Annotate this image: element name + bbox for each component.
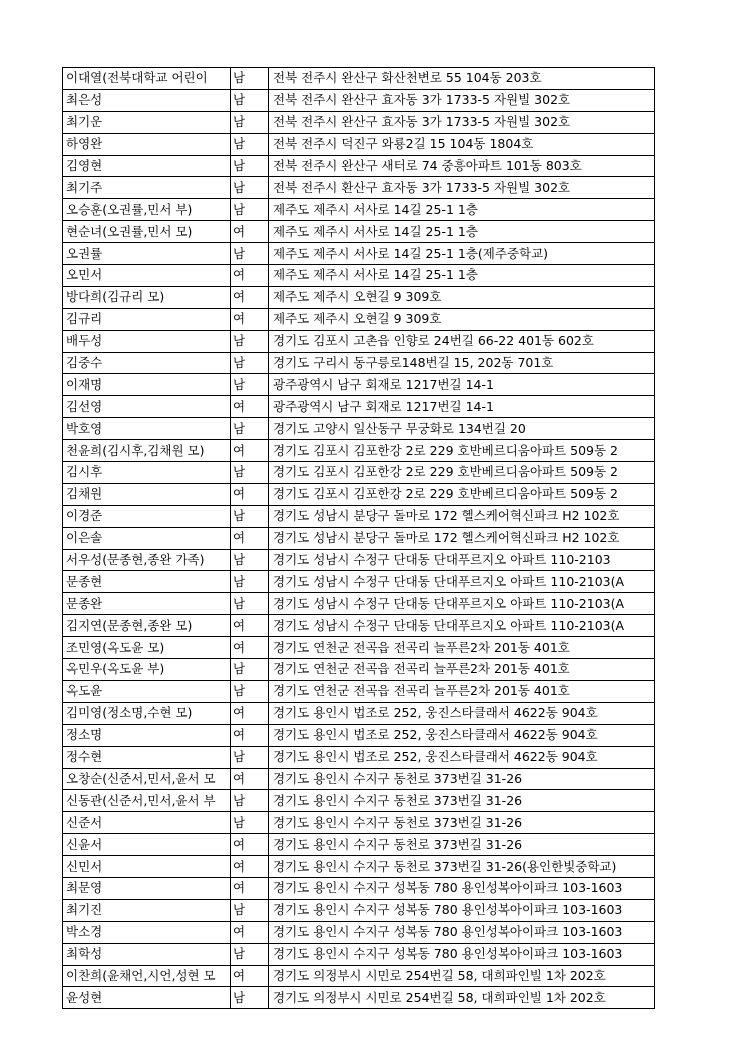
sex-cell: 여 <box>231 768 269 790</box>
sex-cell: 남 <box>231 549 269 571</box>
sex-cell: 여 <box>231 702 269 724</box>
table-row <box>63 943 655 965</box>
name-cell: 윤성현 <box>63 987 231 1009</box>
address-cell: 광주광역시 남구 회재로 1217번길 14-1 <box>269 396 655 418</box>
address-cell: 제주도 제주시 서사로 14길 25-1 1층(제주중학교) <box>269 243 655 265</box>
sex-cell: 남 <box>231 746 269 768</box>
table-row <box>63 527 655 549</box>
address-cell: 제주도 제주시 오현길 9 309호 <box>269 308 655 330</box>
sex-cell: 여 <box>231 724 269 746</box>
sex-cell: 남 <box>231 790 269 812</box>
address-cell: 경기도 구리시 동구릉로148번길 15, 202동 701호 <box>269 352 655 374</box>
sex-cell: 남 <box>231 68 269 90</box>
sex-cell: 여 <box>231 637 269 659</box>
address-cell: 제주도 제주시 오현길 9 309호 <box>269 286 655 308</box>
address-cell: 경기도 연천군 전곡읍 전곡리 늘푸른2차 201동 401호 <box>269 680 655 702</box>
table-row <box>63 593 655 615</box>
address-cell: 전북 전주시 완산구 효자동 3가 1733-5 자원빌 302호 <box>269 111 655 133</box>
name-cell: 신민서 <box>63 856 231 878</box>
address-cell: 경기도 김포시 김포한강 2로 229 호반베르디움아파트 509동 2 <box>269 440 655 462</box>
sex-cell: 남 <box>231 680 269 702</box>
address-cell: 전북 전주시 완산구 효자동 3가 1733-5 자원빌 302호 <box>269 89 655 111</box>
sex-cell: 남 <box>231 593 269 615</box>
sex-cell: 남 <box>231 89 269 111</box>
table-row <box>63 330 655 352</box>
table-row <box>63 702 655 724</box>
address-cell: 경기도 용인시 수지구 성복동 780 용인성복아이파크 103-1603 <box>269 877 655 899</box>
table-row <box>63 549 655 571</box>
name-cell: 최기운 <box>63 111 231 133</box>
address-cell: 경기도 김포시 김포한강 2로 229 호반베르디움아파트 509동 2 <box>269 462 655 484</box>
table-row <box>63 505 655 527</box>
sex-cell: 여 <box>231 308 269 330</box>
name-cell: 김규리 <box>63 308 231 330</box>
address-cell: 경기도 김포시 고촌읍 인향로 24번길 66-22 401동 602호 <box>269 330 655 352</box>
name-cell: 최기주 <box>63 177 231 199</box>
address-cell: 경기도 용인시 수지구 동천로 373번길 31-26 <box>269 812 655 834</box>
roster-table <box>62 67 655 1009</box>
name-cell: 이대열(전북대학교 어린이 <box>63 68 231 90</box>
table-row <box>63 462 655 484</box>
sex-cell: 남 <box>231 243 269 265</box>
name-cell: 이찬희(윤채언,시언,성현 모 <box>63 965 231 987</box>
sex-cell: 남 <box>231 987 269 1009</box>
sex-cell: 남 <box>231 111 269 133</box>
address-cell: 경기도 용인시 수지구 동천로 373번길 31-26(용인한빛중학교) <box>269 856 655 878</box>
name-cell: 옥민우(옥도윤 부) <box>63 659 231 681</box>
sex-cell: 여 <box>231 286 269 308</box>
sex-cell: 여 <box>231 396 269 418</box>
address-cell: 경기도 김포시 김포한강 2로 229 호반베르디움아파트 509동 2 <box>269 483 655 505</box>
sex-cell: 남 <box>231 133 269 155</box>
address-cell: 경기도 용인시 법조로 252, 웅진스타클래서 4622동 904호 <box>269 724 655 746</box>
name-cell: 이재명 <box>63 374 231 396</box>
table-row <box>63 177 655 199</box>
table-row <box>63 571 655 593</box>
table-row <box>63 790 655 812</box>
sex-cell: 남 <box>231 352 269 374</box>
name-cell: 최은성 <box>63 89 231 111</box>
name-cell: 옥도윤 <box>63 680 231 702</box>
table-row <box>63 308 655 330</box>
name-cell: 이경준 <box>63 505 231 527</box>
name-cell: 오권률 <box>63 243 231 265</box>
table-row <box>63 877 655 899</box>
sex-cell: 남 <box>231 330 269 352</box>
sex-cell: 여 <box>231 615 269 637</box>
name-cell: 최학성 <box>63 943 231 965</box>
sex-cell: 남 <box>231 505 269 527</box>
address-cell: 경기도 용인시 수지구 성복동 780 용인성복아이파크 103-1603 <box>269 921 655 943</box>
name-cell: 김중수 <box>63 352 231 374</box>
table-row <box>63 111 655 133</box>
name-cell: 이은솔 <box>63 527 231 549</box>
name-cell: 신윤서 <box>63 834 231 856</box>
address-cell: 경기도 고양시 일산동구 무궁화로 134번길 20 <box>269 418 655 440</box>
address-cell: 경기도 성남시 수정구 단대동 단대푸르지오 아파트 110-2103(A <box>269 571 655 593</box>
sex-cell: 남 <box>231 199 269 221</box>
address-cell: 경기도 용인시 법조로 252, 웅진스타클래서 4622동 904호 <box>269 702 655 724</box>
name-cell: 서우성(문종현,종완 가족) <box>63 549 231 571</box>
name-cell: 오창순(신준서,민서,윤서 모 <box>63 768 231 790</box>
table-row <box>63 155 655 177</box>
address-cell: 전북 전주시 덕진구 와룡2길 15 104동 1804호 <box>269 133 655 155</box>
table-row <box>63 965 655 987</box>
table-row <box>63 899 655 921</box>
sex-cell: 여 <box>231 440 269 462</box>
address-cell: 전북 전주시 완산구 화산천변로 55 104동 203호 <box>269 68 655 90</box>
sex-cell: 여 <box>231 483 269 505</box>
table-row <box>63 768 655 790</box>
table-row <box>63 243 655 265</box>
address-cell: 제주도 제주시 서사로 14길 25-1 1층 <box>269 265 655 287</box>
table-row <box>63 680 655 702</box>
name-cell: 정소명 <box>63 724 231 746</box>
address-cell: 전북 전주시 완산구 새터로 74 중흥아파트 101동 803호 <box>269 155 655 177</box>
table-row <box>63 724 655 746</box>
name-cell: 신준서 <box>63 812 231 834</box>
address-cell: 경기도 용인시 수지구 동천로 373번길 31-26 <box>269 790 655 812</box>
address-cell: 경기도 용인시 수지구 동천로 373번길 31-26 <box>269 834 655 856</box>
table-row <box>63 615 655 637</box>
address-cell: 경기도 연천군 전곡읍 전곡리 늘푸른2차 201동 401호 <box>269 637 655 659</box>
sex-cell: 남 <box>231 659 269 681</box>
table-row <box>63 133 655 155</box>
name-cell: 오승훈(오권률,민서 부) <box>63 199 231 221</box>
table-row <box>63 286 655 308</box>
sex-cell: 남 <box>231 571 269 593</box>
sex-cell: 남 <box>231 943 269 965</box>
address-cell: 제주도 제주시 서사로 14길 25-1 1층 <box>269 199 655 221</box>
name-cell: 신동관(신준서,민서,윤서 부 <box>63 790 231 812</box>
name-cell: 방다희(김규리 모) <box>63 286 231 308</box>
sex-cell: 남 <box>231 462 269 484</box>
address-cell: 경기도 의정부시 시민로 254번길 58, 대희파인빌 1차 202호 <box>269 987 655 1009</box>
table-row <box>63 812 655 834</box>
name-cell: 최기진 <box>63 899 231 921</box>
sex-cell: 남 <box>231 899 269 921</box>
table-row <box>63 396 655 418</box>
sex-cell: 남 <box>231 418 269 440</box>
table-row <box>63 68 655 90</box>
address-cell: 경기도 용인시 법조로 252, 웅진스타클래서 4622동 904호 <box>269 746 655 768</box>
address-cell: 전북 전주시 환산구 효자동 3가 1733-5 자원빌 302호 <box>269 177 655 199</box>
sex-cell: 여 <box>231 527 269 549</box>
name-cell: 김지연(문종현,종완 모) <box>63 615 231 637</box>
sex-cell: 여 <box>231 965 269 987</box>
table-row <box>63 374 655 396</box>
table-row <box>63 221 655 243</box>
address-cell: 경기도 성남시 수정구 단대동 단대푸르지오 아파트 110-2103(A <box>269 615 655 637</box>
table-row <box>63 265 655 287</box>
name-cell: 박호영 <box>63 418 231 440</box>
name-cell: 문종현 <box>63 571 231 593</box>
sex-cell: 여 <box>231 921 269 943</box>
table-row <box>63 987 655 1009</box>
roster-body <box>63 68 655 1009</box>
address-cell: 경기도 용인시 수지구 동천로 373번길 31-26 <box>269 768 655 790</box>
address-cell: 제주도 제주시 서사로 14길 25-1 1층 <box>269 221 655 243</box>
table-row <box>63 659 655 681</box>
table-row <box>63 199 655 221</box>
name-cell: 문종완 <box>63 593 231 615</box>
name-cell: 배두성 <box>63 330 231 352</box>
table-row <box>63 921 655 943</box>
name-cell: 김채원 <box>63 483 231 505</box>
address-cell: 경기도 성남시 분당구 돌마로 172 헬스케어혁신파크 H2 102호 <box>269 527 655 549</box>
table-row <box>63 746 655 768</box>
name-cell: 김시후 <box>63 462 231 484</box>
table-row <box>63 483 655 505</box>
roster-sheet <box>62 67 655 1009</box>
table-row <box>63 89 655 111</box>
name-cell: 천윤희(김시후,김채원 모) <box>63 440 231 462</box>
address-cell: 경기도 용인시 수지구 성복동 780 용인성복아이파크 103-1603 <box>269 943 655 965</box>
table-row <box>63 352 655 374</box>
address-cell: 경기도 연천군 전곡읍 전곡리 늘푸른2차 201동 401호 <box>269 659 655 681</box>
table-row <box>63 418 655 440</box>
name-cell: 하영완 <box>63 133 231 155</box>
sex-cell: 여 <box>231 265 269 287</box>
sex-cell: 남 <box>231 812 269 834</box>
sex-cell: 남 <box>231 177 269 199</box>
name-cell: 박소경 <box>63 921 231 943</box>
name-cell: 오민서 <box>63 265 231 287</box>
sex-cell: 여 <box>231 221 269 243</box>
address-cell: 경기도 용인시 수지구 성복동 780 용인성복아이파크 103-1603 <box>269 899 655 921</box>
sex-cell: 여 <box>231 834 269 856</box>
name-cell: 현순녀(오권률,민서 모) <box>63 221 231 243</box>
name-cell: 정수현 <box>63 746 231 768</box>
name-cell: 조민영(옥도윤 모) <box>63 637 231 659</box>
name-cell: 김영현 <box>63 155 231 177</box>
sex-cell: 남 <box>231 155 269 177</box>
sex-cell: 남 <box>231 374 269 396</box>
table-row <box>63 440 655 462</box>
sex-cell: 여 <box>231 856 269 878</box>
address-cell: 광주광역시 남구 회재로 1217번길 14-1 <box>269 374 655 396</box>
address-cell: 경기도 성남시 수정구 단대동 단대푸르지오 아파트 110-2103(A <box>269 593 655 615</box>
name-cell: 김미영(정소명,수현 모) <box>63 702 231 724</box>
table-row <box>63 856 655 878</box>
name-cell: 최문영 <box>63 877 231 899</box>
name-cell: 김선영 <box>63 396 231 418</box>
address-cell: 경기도 성남시 분당구 돌마로 172 헬스케어혁신파크 H2 102호 <box>269 505 655 527</box>
table-row <box>63 834 655 856</box>
table-row <box>63 637 655 659</box>
address-cell: 경기도 성남시 수정구 단대동 단대푸르지오 아파트 110-2103 <box>269 549 655 571</box>
address-cell: 경기도 의정부시 시민로 254번길 58, 대희파인빌 1차 202호 <box>269 965 655 987</box>
sex-cell: 여 <box>231 877 269 899</box>
